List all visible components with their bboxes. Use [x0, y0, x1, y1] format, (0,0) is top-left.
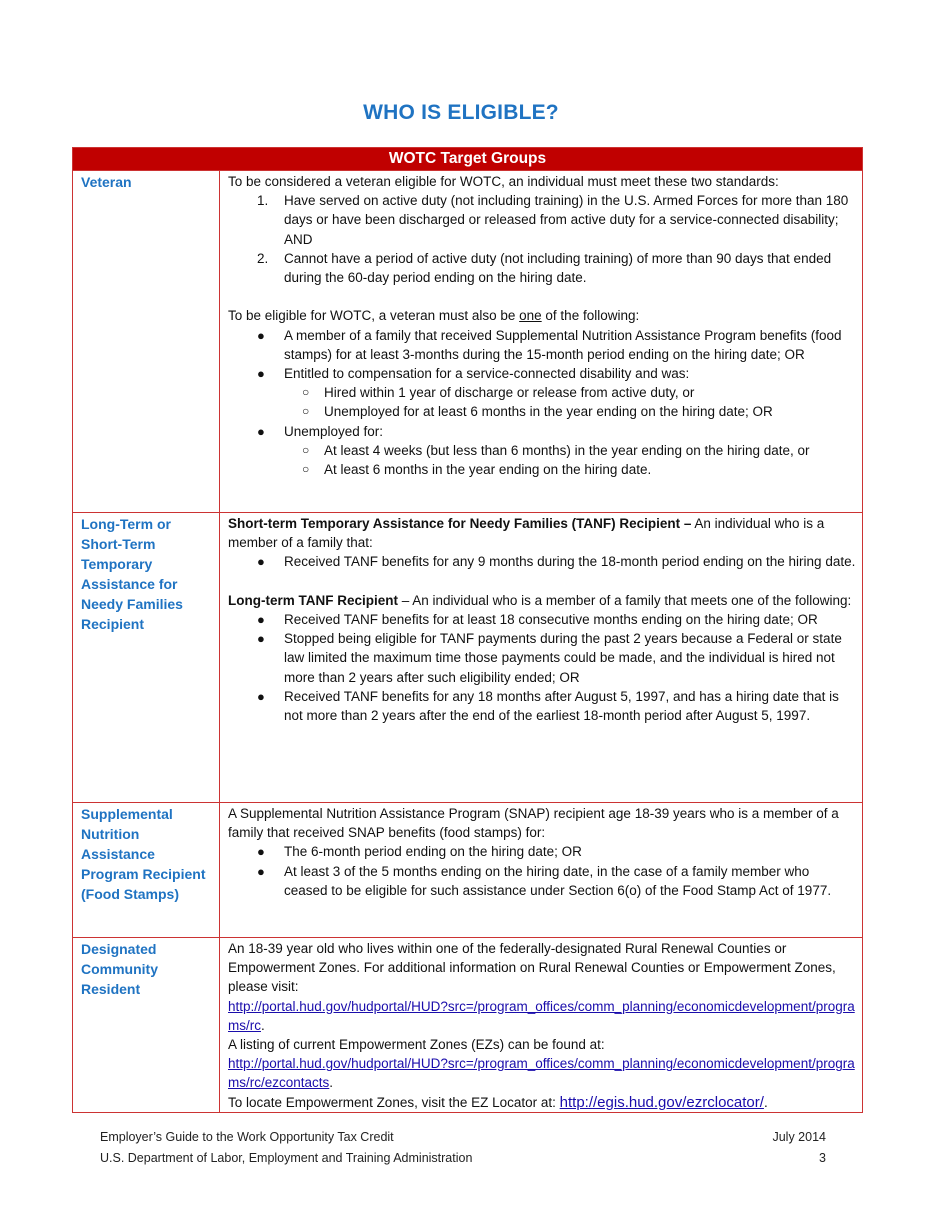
group-description-tanf — [220, 513, 863, 803]
list-item: ● The 6-month period ending on the hiring date; OR — [228, 842, 856, 861]
dcr-intro: An 18-39 year old who lives within one of the federally-designated Rural Renewal Counties or Empowerment Zones. For additional information on Rural Renewal Counties or Empowerment Zones, please visit: — [228, 941, 836, 995]
bullet-icon: ● — [257, 423, 265, 439]
list-item: ● A member of a family that received Supplemental Nutrition Assistance Program benefits (food stamps) for at least 3-months during the 15-month period ending on the hiring date; OR — [257, 327, 842, 362]
circle-bullet-icon: ○ — [302, 462, 310, 477]
rural-renewal-link[interactable]: http://portal.hud.gov/hudportal/HUD?src=/program_offices/comm_planning/economicdevelopment/programs/rc — [228, 998, 855, 1033]
ez-contacts-link[interactable]: http://portal.hud.gov/hudportal/HUD?src=/program_offices/comm_planning/economicdevelopment/programs/rc/ezcontacts — [228, 1056, 855, 1091]
tanf-long-term: Long-term TANF Recipient – An individual who is a member of a family that meets one of the following: — [228, 592, 852, 608]
circle-bullet-icon: ○ — [302, 385, 310, 400]
sub-list-item: ○ Hired within 1 year of discharge or release from active duty, or — [284, 383, 856, 402]
sub-list-item: ○ At least 6 months in the year ending on the hiring date. — [284, 460, 856, 479]
table-row-tanf — [73, 513, 863, 803]
group-name-veteran: Veteran — [73, 171, 220, 513]
group-description-veteran — [220, 171, 863, 513]
dcr-locate: To locate Empowerment Zones, visit the EZ Locator at: http://egis.hud.gov/ezrclocator/. — [228, 1093, 768, 1111]
bullet-icon: ● — [257, 863, 265, 879]
veteran-also-eligible: To be eligible for WOTC, a veteran must also be one of the following: — [228, 308, 640, 324]
circle-bullet-icon: ○ — [302, 442, 310, 457]
circle-bullet-icon: ○ — [302, 404, 310, 419]
footer-guide-title: Employer’s Guide to the Work Opportunity Tax Credit — [100, 1130, 394, 1144]
page-title: WHO IS ELIGIBLE? — [363, 101, 559, 124]
footer-department: U.S. Department of Labor, Employment and Training Administration — [100, 1151, 473, 1165]
list-item: ● Received TANF benefits for any 9 months during the 18-month period ending on the hiring date. — [228, 552, 856, 571]
veteran-intro: To be considered a veteran eligible for WOTC, an individual must meet these two standards: — [228, 174, 779, 189]
sub-list-item: ○ Unemployed for at least 6 months in the year ending on the hiring date; OR — [284, 402, 856, 421]
dcr-listing: A listing of current Empowerment Zones (EZs) can be found at: — [228, 1037, 605, 1053]
list-item: ● Stopped being eligible for TANF payments during the past 2 years because a Federal or state law limited the maximum time those payments could be made, and the individual is hired not more than 2 years after such eligibility ended; OR — [257, 631, 842, 685]
tanf-short-term: Short-term Temporary Assistance for Needy Families (TANF) Recipient – An individual who is a member of a family that: — [228, 516, 825, 551]
list-item: ● At least 3 of the 5 months ending on the hiring date, in the case of a family member who ceased to be eligible for such assistance under Section 6(o) of the Food Stamp Act of 1977. — [257, 863, 832, 898]
bullet-icon: ● — [257, 688, 265, 704]
tanf-short-term-list — [228, 552, 856, 571]
bullet-icon: ● — [257, 612, 265, 627]
page-footer — [100, 1130, 826, 1172]
ez-locator-link[interactable]: http://egis.hud.gov/ezrclocator/ — [559, 1093, 764, 1111]
bullet-icon: ● — [257, 327, 265, 343]
table-header: WOTC Target Groups — [73, 148, 863, 171]
wotc-target-groups-table — [72, 147, 863, 1113]
bullet-icon: ● — [257, 366, 265, 382]
sub-list-item: ○ At least 4 weeks (but less than 6 months) in the year ending on the hiring date, or — [284, 441, 856, 460]
list-item: ● Unemployed for: ○ At least 4 weeks (but less than 6 months) in the year ending on the hiring date, or ○ At least 6 months in the year ending on the hiring date. — [228, 422, 856, 480]
list-item: ● Entitled to compensation for a service-connected disability and was: ○ Hired within 1 year of discharge or release from active duty, or ○ Unemployed for at least 6 months in the year ending on the hiring date; OR — [228, 364, 856, 422]
table-row-snap — [73, 803, 863, 938]
bullet-icon: ● — [257, 844, 265, 860]
bullet-icon: ● — [257, 554, 265, 570]
bullet-icon: ● — [257, 631, 265, 647]
group-name-snap: Supplemental Nutrition Assistance Program Recipient (Food Stamps) — [73, 803, 220, 938]
table-row-veteran — [73, 171, 863, 513]
list-item: ● Received TANF benefits for at least 18 consecutive months ending on the hiring date; OR — [228, 610, 856, 629]
veteran-criteria-list — [228, 326, 856, 480]
veteran-standards-list — [228, 191, 856, 287]
group-description-snap — [220, 803, 863, 938]
footer-date: July 2014 — [772, 1130, 826, 1144]
snap-criteria-list — [228, 842, 856, 900]
list-item: ● Received TANF benefits for any 18 months after August 5, 1997, and has a hiring date that is not more than 2 years after the end of the earliest 18-month period after August 5, 1997. — [257, 688, 839, 724]
page-number: 3 — [819, 1151, 826, 1165]
list-item: 2. Cannot have a period of active duty (not including training) of more than 90 days that ended during the 60-day period ending on the hiring date. — [257, 250, 832, 286]
group-name-tanf: Long-Term or Short-Term Temporary Assistance for Needy Families Recipient — [73, 513, 220, 803]
group-name-designated-community: Designated Community Resident — [73, 938, 220, 1113]
table-row-designated-community — [73, 938, 863, 1113]
snap-intro: A Supplemental Nutrition Assistance Program (SNAP) recipient age 18-39 years who is a member of a family that received SNAP benefits (food stamps) for: — [228, 806, 839, 841]
group-description-designated-community: An 18-39 year old who lives within one of the federally-designated Rural Renewal Counties or Empowerment Zones. For additional information on Rural Renewal Counties or Empowerment Zones, please visit: http://portal.hud.gov/hudportal/HUD?src=/program_offices/comm_planning/economicdevelopment/programs/rc. A listing of current Empowerment Zones (EZs) can be found at: http://portal.hud.gov/hudportal/HUD?src=/program_offices/comm_planning/economicdevelopment/programs/rc/ezcontacts. To locate Empowerment Zones, visit the EZ Locator at: http://egis.hud.gov/ezrclocator/. — [220, 938, 863, 1113]
tanf-long-term-list — [228, 610, 856, 725]
list-item: 1. Have served on active duty (not including training) in the U.S. Armed Forces for more than 180 days or have been discharged or released from active duty for a service-connected disability; AND — [257, 193, 849, 247]
